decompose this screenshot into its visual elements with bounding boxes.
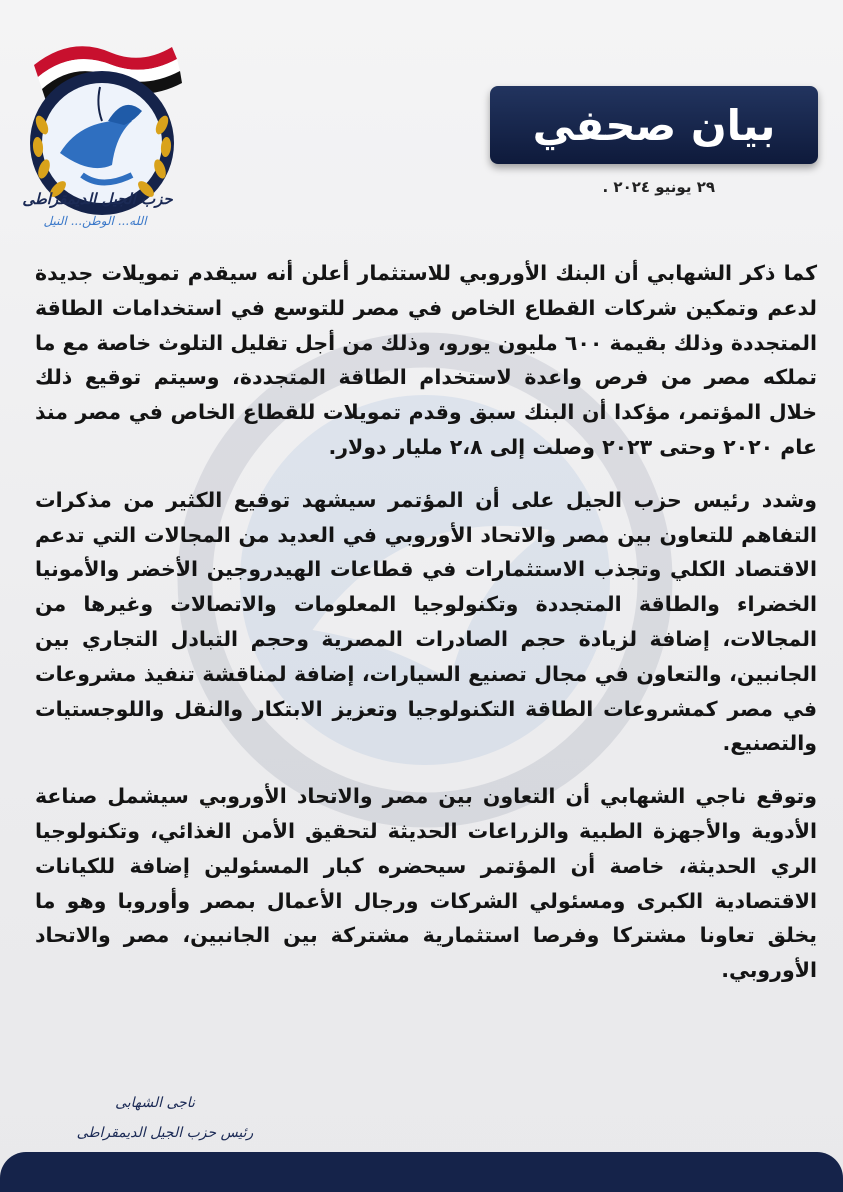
paragraph-2: وشدد رئيس حزب الجيل على أن المؤتمر سيشهد توقيع الكثير من مذكرات التفاهم للتعاون بين مصر والاتحاد الأوروبي في العديد من المجالات التي تدعم الاقتصاد الكلي وتجذب الاستثمارات في قطاعات الهيدروجين الأخضر والأمونيا الخضراء والطاقة المتجددة وتكنولوجيا المعلومات والاتصالات وغيرها من المجالات، إضافة لزيادة حجم الصادرات المصرية وحجم التبادل التجاري بين الجانبين، والتعاون في مجال تصنيع السيارات، إضافة لمناقشة تنفيذ مشروعات في مصر كمشروعات الطاقة التكنولوجيا وتعزيز الابتكار والنقل واللوجستيات والتصنيع. bbox=[35, 487, 817, 756]
signature-title: رئيس حزب الجيل الديمقراطى bbox=[76, 1125, 254, 1141]
paragraph-3: وتوقع ناجي الشهابي أن التعاون بين مصر والاتحاد الأوروبي سيشمل صناعة الأدوية والأجهزة الطبية والزراعات الحديثة لتحقيق الأمن الغذائي، وتكنولوجيا الري الحديثة، خاصة أن المؤتمر سيحضره كبار المسئولين إضافة للكيانات الاقتصادية الكبرى ومسئولي الشركات ورجال الأعمال بمصر وأوروبا وهو ما يخلق تعاونا مشتركا وفرصا استثمارية مشتركة بين الجانبين، مصر والاتحاد الأوروبي. bbox=[35, 784, 817, 983]
paragraph-1: كما ذكر الشهابي أن البنك الأوروبي للاستثمار أعلن أنه سيقدم تمويلات جديدة لدعم وتمكين شركات القطاع الخاص في مصر للتوسع في استخدامات الطاقة المتجددة وذلك بقيمة ٦٠٠ مليون يورو، وذلك من أجل تقليل التلوث خاصة مع ما تملكه مصر من فرص واعدة لاستخدام الطاقة المتجددة، وسيتم توقيع ذلك خلال المؤتمر، مؤكدا أن البنك سبق وقدم تمويلات للقطاع الخاص في مصر منذ عام ٢٠٢٠ وحتى ٢٠٢٣ وصلت إلى ٢،٨ مليار دولار. bbox=[35, 261, 817, 459]
release-date: ٢٩ يونيو ٢٠٢٤ . bbox=[602, 178, 715, 196]
page-title: بيان صحفي bbox=[532, 100, 776, 150]
signature-name: ناجى الشهابى bbox=[115, 1095, 195, 1111]
title-badge bbox=[490, 86, 818, 164]
footer-bar bbox=[0, 1152, 843, 1192]
party-motto: الله... الوطن... النيل bbox=[43, 214, 147, 228]
party-name: حزب الجيل الديمقراطى bbox=[22, 190, 173, 208]
statement-body bbox=[35, 256, 817, 1006]
